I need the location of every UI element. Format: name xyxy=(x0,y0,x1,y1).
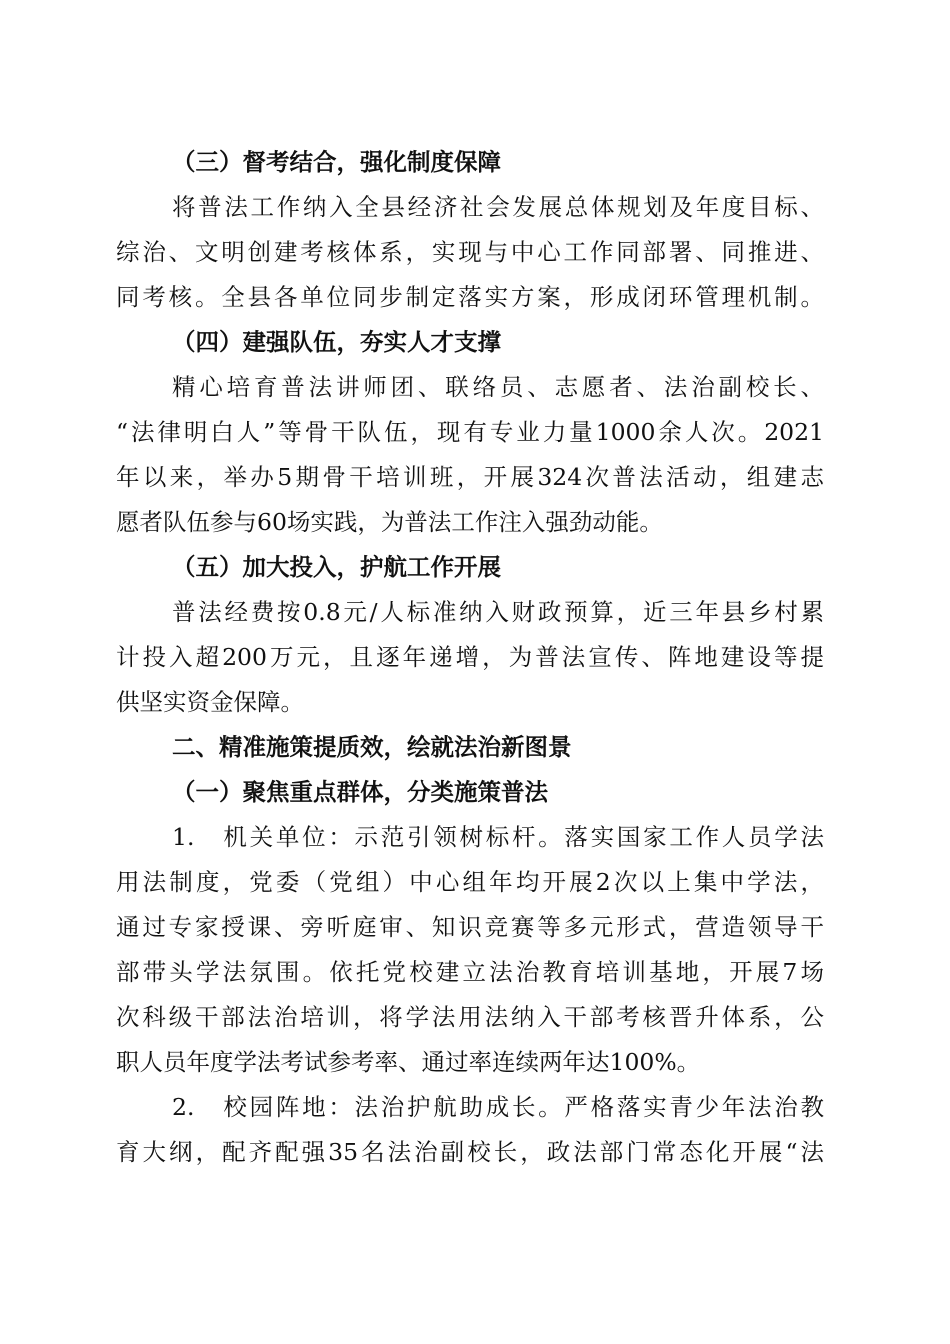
paragraph-line xyxy=(0,997,950,1037)
chapter-heading xyxy=(0,727,950,767)
paragraph-line xyxy=(0,412,950,452)
paragraph-text: 部带头学法氛围。依托党校建立法治教育培训基地，开展7场 xyxy=(116,958,824,986)
paragraph-text: 普法经费按0.8元/人标准纳入财政预算，近三年县乡村累 xyxy=(172,598,824,626)
heading-text: （一）聚焦重点群体，分类施策普法 xyxy=(172,778,548,806)
paragraph-text: “法律明白人”等骨干队伍，现有专业力量1000余人次。2021 xyxy=(116,418,824,446)
section-heading xyxy=(0,547,950,587)
paragraph-line xyxy=(0,232,950,272)
paragraph-text: 育大纲，配齐配强35名法治副校长，政法部门常态化开展“法 xyxy=(116,1138,824,1166)
heading-text: （四）建强队伍，夯实人才支撑 xyxy=(172,328,501,356)
paragraph-text: 次科级干部法治培训，将学法用法纳入干部考核晋升体系，公 xyxy=(116,1003,824,1031)
heading-text: （五）加大投入，护航工作开展 xyxy=(172,553,501,581)
paragraph-line xyxy=(0,592,950,632)
paragraph-line xyxy=(0,367,950,407)
section-heading xyxy=(0,772,950,812)
paragraph-line xyxy=(0,1042,950,1082)
paragraph-line xyxy=(0,637,950,677)
heading-text: （三）督考结合，强化制度保障 xyxy=(172,148,501,176)
paragraph-text: 将普法工作纳入全县经济社会发展总体规划及年度目标、 xyxy=(172,193,824,221)
paragraph-line xyxy=(0,457,950,497)
paragraph-line xyxy=(0,1132,950,1172)
paragraph-text: 供坚实资金保障。 xyxy=(116,688,304,716)
paragraph-text: 用法制度，党委（党组）中心组年均开展2次以上集中学法， xyxy=(116,868,824,896)
paragraph-line xyxy=(0,952,950,992)
paragraph-text: 综治、文明创建考核体系，实现与中心工作同部署、同推进、 xyxy=(116,238,824,266)
section-heading xyxy=(0,322,950,362)
paragraph-line xyxy=(0,502,950,542)
paragraph-line xyxy=(0,277,950,317)
paragraph-line xyxy=(0,1087,950,1127)
heading-text: 二、精准施策提质效，绘就法治新图景 xyxy=(172,733,572,761)
paragraph-text: 2. 校园阵地：法治护航助成长。严格落实青少年法治教 xyxy=(172,1093,824,1121)
paragraph-line xyxy=(0,862,950,902)
paragraph-text: 职人员年度学法考试参考率、通过率连续两年达100%。 xyxy=(116,1048,701,1076)
paragraph-line xyxy=(0,907,950,947)
section-heading xyxy=(0,142,950,182)
paragraph-text: 1. 机关单位：示范引领树标杆。落实国家工作人员学法 xyxy=(172,823,824,851)
paragraph-text: 愿者队伍参与60场实践，为普法工作注入强劲动能。 xyxy=(116,508,663,536)
paragraph-text: 精心培育普法讲师团、联络员、志愿者、法治副校长、 xyxy=(172,373,824,401)
paragraph-line xyxy=(0,187,950,227)
paragraph-line xyxy=(0,682,950,722)
paragraph-text: 年以来，举办5期骨干培训班，开展324次普法活动，组建志 xyxy=(116,463,824,491)
paragraph-line xyxy=(0,817,950,857)
paragraph-text: 同考核。全县各单位同步制定落实方案，形成闭环管理机制。 xyxy=(116,283,824,311)
paragraph-text: 通过专家授课、旁听庭审、知识竞赛等多元形式，营造领导干 xyxy=(116,913,824,941)
paragraph-text: 计投入超200万元，且逐年递增，为普法宣传、阵地建设等提 xyxy=(116,643,824,671)
